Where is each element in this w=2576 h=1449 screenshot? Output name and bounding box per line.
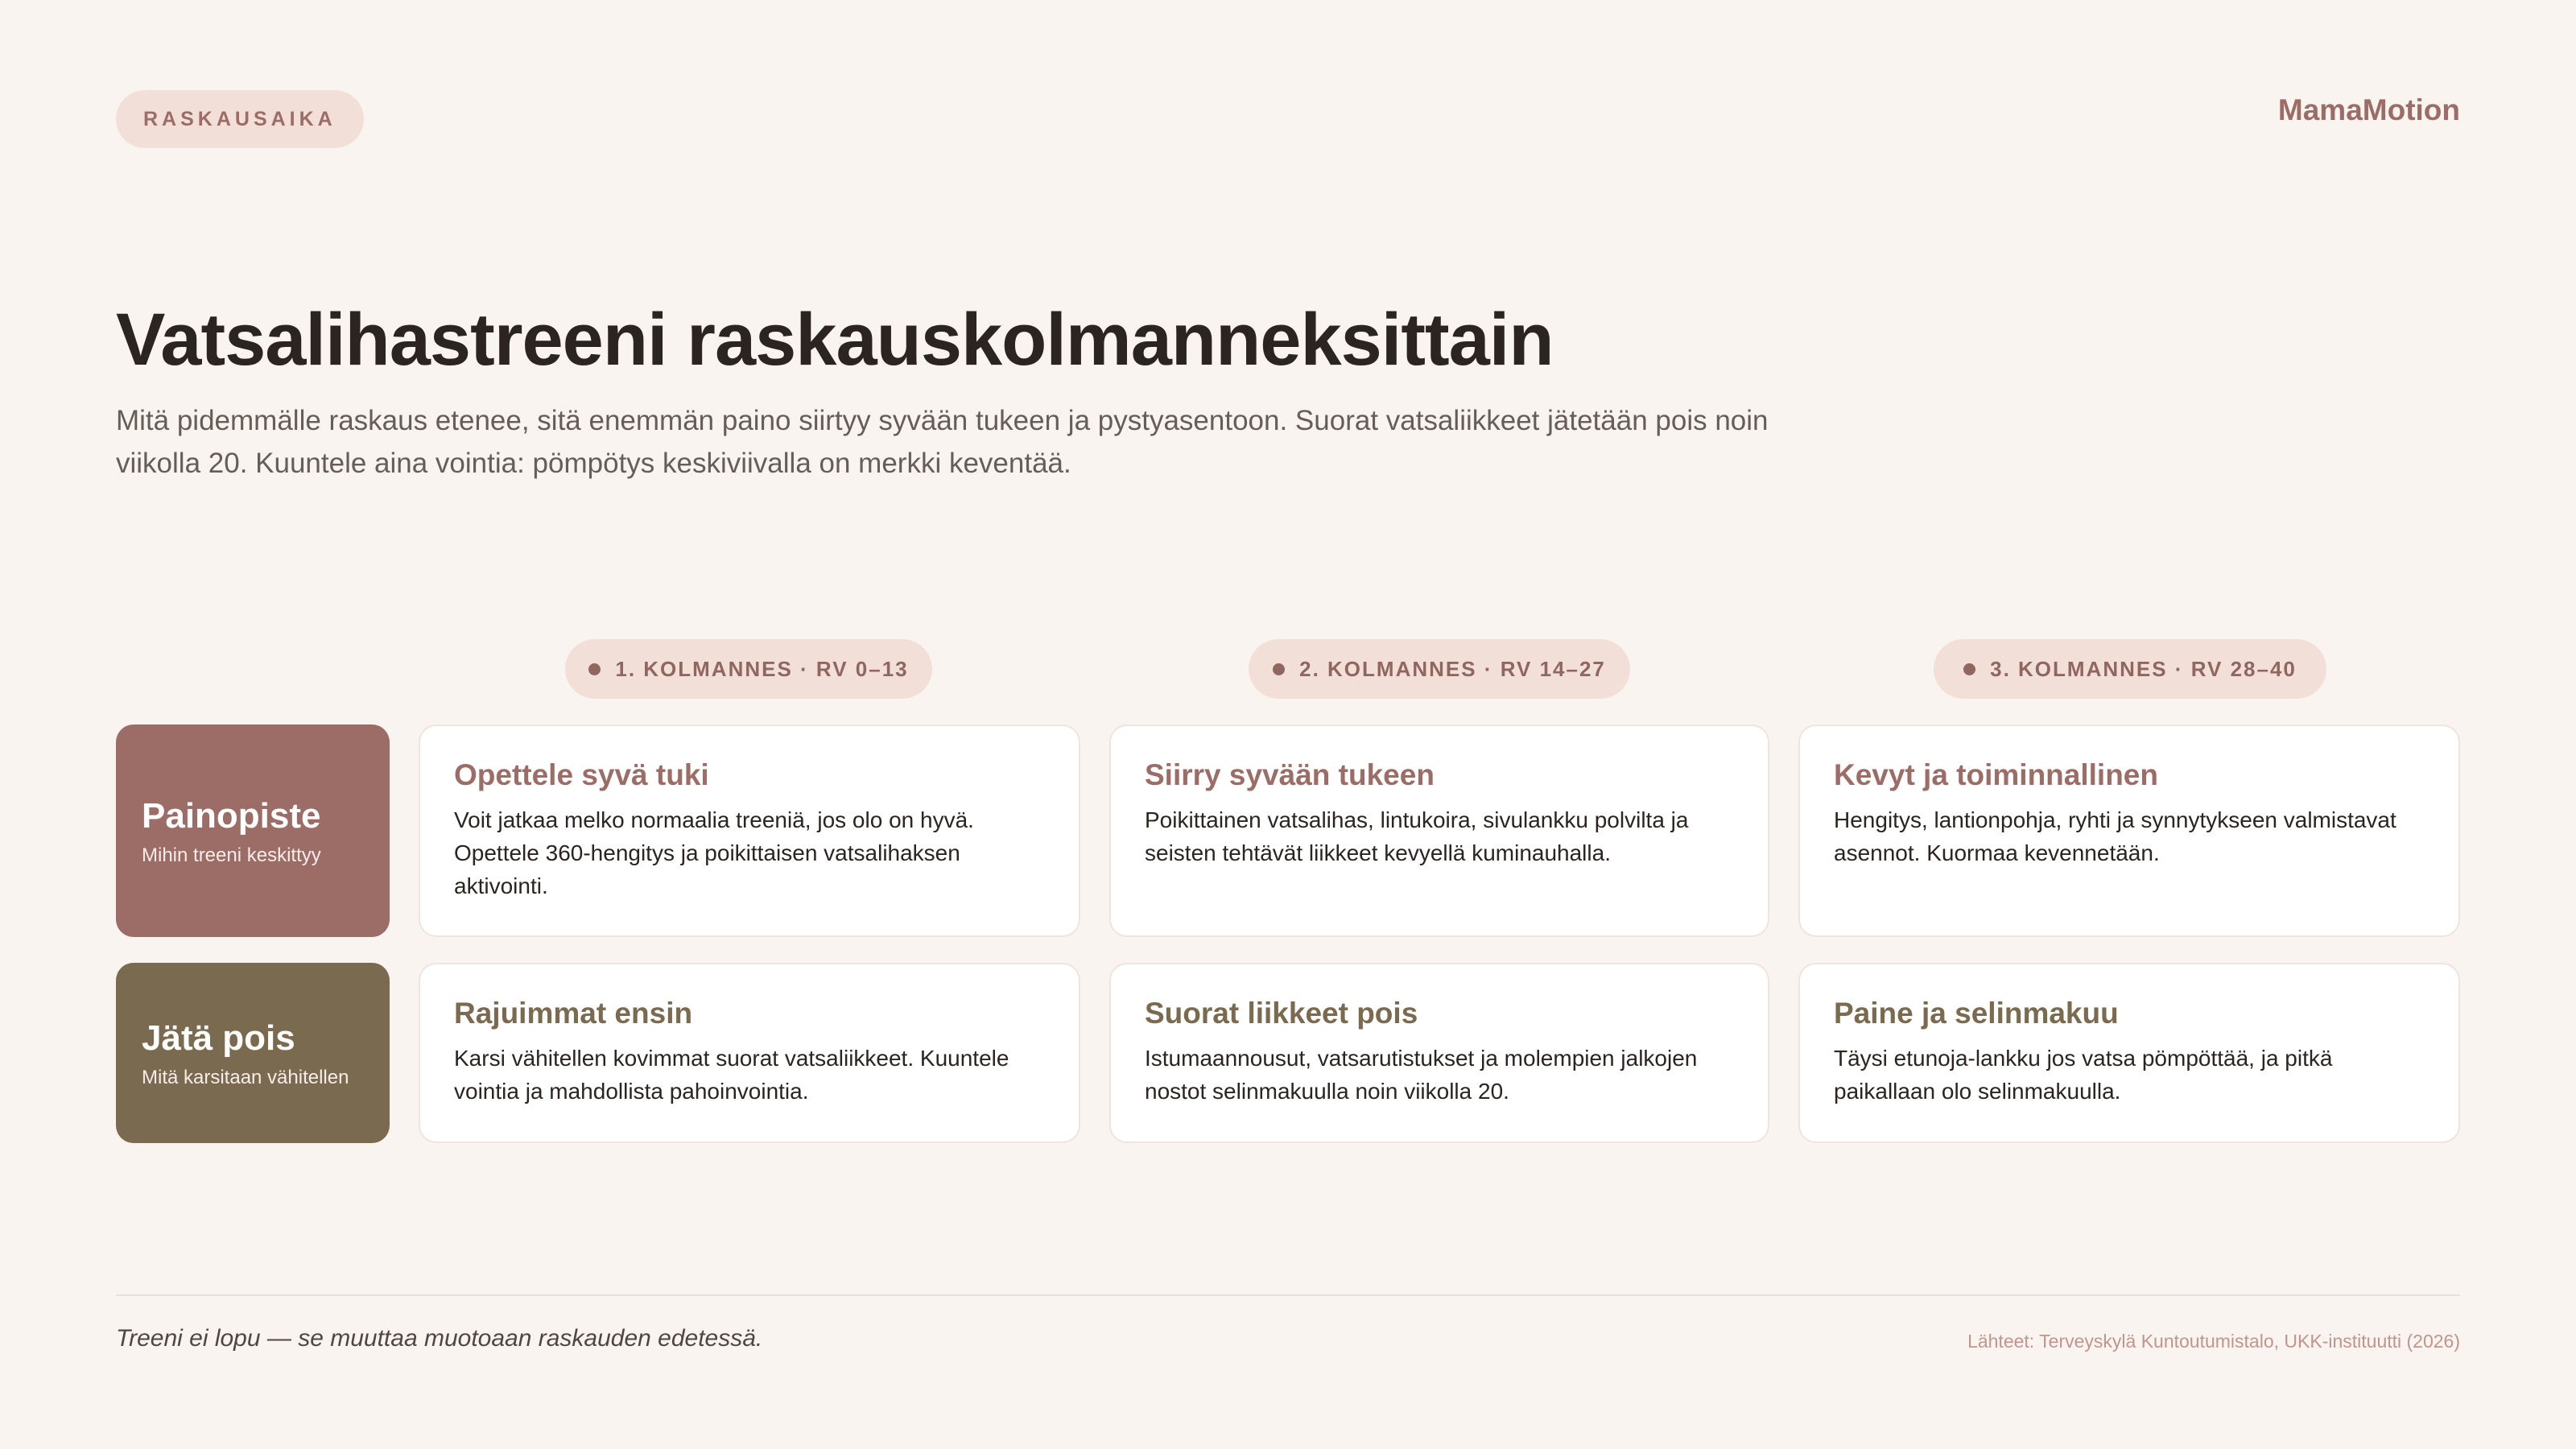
card-body: Hengitys, lantionpohja, ryhti ja synnytykseen valmistavat asennot. Kuormaa kevennetään.	[1834, 807, 2396, 865]
phase-label: 3. KOLMANNES · RV 28–40	[1990, 656, 2297, 681]
card-title: Kevyt ja toiminnallinen	[1834, 758, 2158, 791]
card-title: Rajuimmat ensin	[454, 997, 693, 1030]
row-header-subtitle: Mihin treeni keskittyy	[142, 844, 321, 866]
row-header-title: Painopiste	[142, 795, 321, 836]
row-header-focus	[116, 724, 390, 937]
phase-label: 1. KOLMANNES · RV 0–13	[615, 656, 909, 681]
card-focus-phase-1	[419, 724, 1080, 937]
card-title: Siirry syvään tukeen	[1145, 758, 1435, 791]
card-drop-phase-2	[1109, 963, 1769, 1143]
bullet-dot-icon	[1273, 663, 1285, 675]
card-title: Suorat liikkeet pois	[1145, 997, 1418, 1030]
phase-pill-2	[1249, 639, 1630, 699]
row-header-subtitle: Mitä karsitaan vähitellen	[142, 1066, 349, 1088]
card-body: Poikittainen vatsalihas, lintukoira, sivulankku polvilta ja seisten tehtävät liikkeet kevyellä kuminauhalla.	[1145, 807, 1689, 865]
card-title: Opettele syvä tuki	[454, 758, 709, 791]
footer-divider	[116, 1294, 2460, 1296]
bullet-dot-icon	[1963, 663, 1975, 675]
row-header-title: Jätä pois	[142, 1018, 295, 1058]
card-body: Täysi etunoja-lankku jos vatsa pömpöttää, ja pitkä paikallaan olo selinmakuulla.	[1834, 1046, 2333, 1104]
brand-logo: MamaMotion	[2277, 93, 2460, 126]
phase-pill-3	[1934, 639, 2326, 699]
page-subtitle: Mitä pidemmälle raskaus etenee, sitä enemmän paino siirtyy syvään tukeen ja pystyasentoon. Suorat vatsaliikkeet jätetään pois noin viikolla 20. Kuuntele aina vointia: pömpötys keskiviivalla on merkki keventää.	[116, 405, 1769, 479]
footer-tagline: Treeni ei lopu — se muuttaa muotoaan raskauden edetessä.	[116, 1325, 763, 1352]
section-tag: RASKAUSAIKA	[116, 90, 364, 148]
card-body: Karsi vähitellen kovimmat suorat vatsaliikkeet. Kuuntele vointia ja mahdollista pahoinvointia.	[454, 1046, 1009, 1104]
phase-pill-1	[565, 639, 932, 699]
card-title: Paine ja selinmakuu	[1834, 997, 2119, 1030]
row-header-drop	[116, 963, 390, 1143]
card-drop-phase-1	[419, 963, 1080, 1143]
card-focus-phase-2	[1109, 724, 1769, 937]
card-body: Istumaannousut, vatsarutistukset ja molempien jalkojen nostot selinmakuulla noin viikolla 20.	[1145, 1046, 1698, 1104]
card-focus-phase-3	[1798, 724, 2460, 937]
footer-sources: Lähteet: Terveyskylä Kuntoutumistalo, UKK-instituutti (2026)	[1967, 1331, 2460, 1352]
card-body: Voit jatkaa melko normaalia treeniä, jos olo on hyvä. Opettele 360-hengitys ja poikittaisen vatsalihaksen aktivointi.	[454, 807, 974, 898]
page-title: Vatsalihastreeni raskauskolmanneksittain	[116, 299, 1554, 381]
phase-label: 2. KOLMANNES · RV 14–27	[1299, 656, 1606, 681]
bullet-dot-icon	[588, 663, 601, 675]
card-drop-phase-3	[1798, 963, 2460, 1143]
